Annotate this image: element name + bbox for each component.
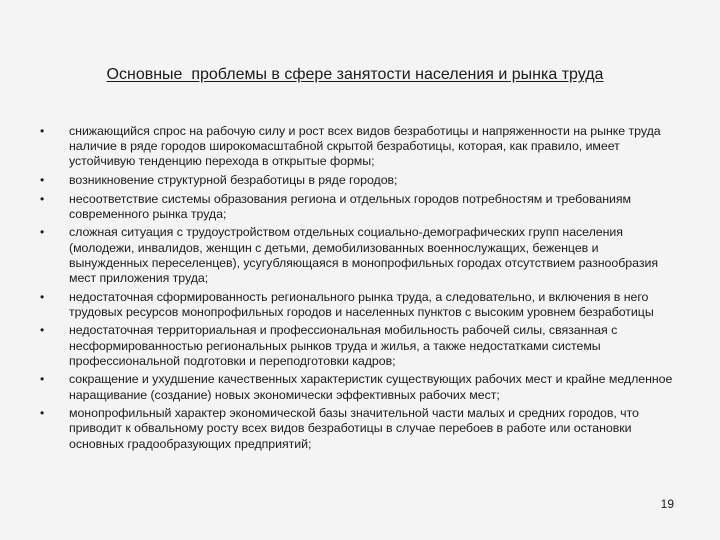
bullet-icon: •: [40, 173, 45, 187]
bullet-icon: •: [40, 406, 45, 421]
page-number: 19: [660, 497, 674, 511]
bullet-icon: •: [40, 372, 45, 387]
bullet-item: [40, 323, 680, 369]
bullet-text: сокращение и ухудшение качественных характеристик существующих рабочих мест и крайне медленное наращивание (создание) новых экономически эффективных рабочих мест;: [69, 372, 673, 402]
bullet-item: [40, 225, 680, 286]
bullet-text: недостаточная территориальная и профессиональная мобильность рабочей силы, связанная с несформированностью региональных рынков труда и жилья, а также недостатками системы профессиональной подготовки и переподготовки кадров;: [69, 323, 618, 368]
bullet-item: [40, 290, 680, 320]
bullet-list: [40, 124, 680, 455]
bullet-text: недостаточная сформированность регионального рынка труда, а следовательно, и включения в него трудовых ресурсов монопрофильных городов и населенных пунктов с высоким уровнем безработицы: [69, 289, 654, 319]
bullet-text: возникновение структурной безработицы в ряде городов;: [69, 173, 398, 187]
slide-title: Основные проблемы в сфере занятости населения и рынка труда: [106, 66, 604, 83]
bullet-item: [40, 192, 680, 222]
bullet-text: сложная ситуация с трудоустройством отдельных социально-демографических групп населения (молодежи, инвалидов, женщин с детьми, демобилизованных военнослужащих, беженцев и вынужденных переселенцев), усугубляющаяся в монопрофильных городах отсутствием разнообразия мест приложения труда;: [69, 225, 658, 285]
bullet-item: [40, 406, 680, 452]
bullet-text: монопрофильный характер экономической базы значительной части малых и средних городов, что приводит к обвальному росту всех видов безработицы в случае перебоев в работе или остановки основных градообразующих предприятий;: [69, 406, 639, 451]
bullet-icon: •: [40, 124, 45, 138]
bullet-icon: •: [40, 225, 45, 240]
bullet-icon: •: [40, 323, 45, 338]
bullet-item: [40, 173, 680, 188]
bullet-icon: •: [40, 289, 45, 304]
bullet-icon: •: [40, 191, 45, 206]
bullet-text: снижающийся спрос на рабочую силу и рост всех видов безработицы и напряженности на рынке труда наличие в ряде городов широкомасштабной скрытой безработицы, которая, как правило, имеет устойчивую тенденцию перехода в открытые формы;: [69, 124, 661, 169]
bullet-item: [40, 124, 680, 170]
bullet-item: [40, 372, 680, 402]
bullet-text: несоответствие системы образования региона и отдельных городов потребностям и требованиям современного рынка труда;: [69, 191, 632, 221]
